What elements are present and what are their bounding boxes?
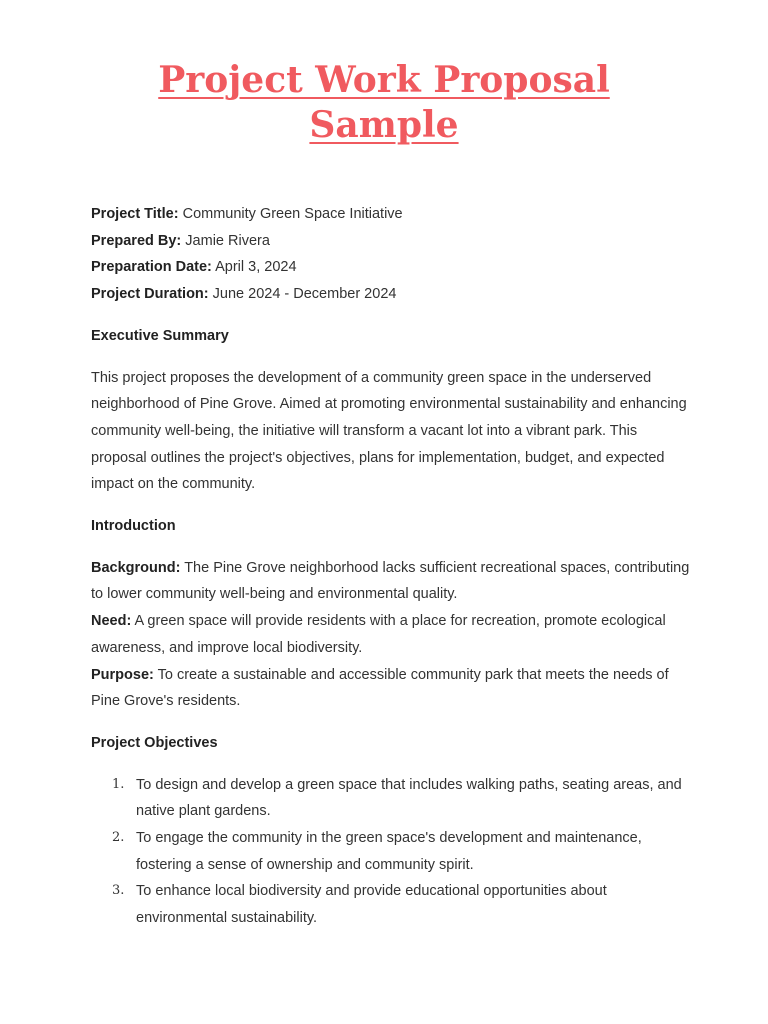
meta-value: Community Green Space Initiative: [182, 206, 403, 222]
meta-label: Prepared By:: [91, 232, 182, 249]
intro-text: To create a sustainable and accessible community park that meets the needs of Pine Grove's residents.: [91, 666, 669, 710]
intro-text: The Pine Grove neighborhood lacks sufficient recreational spaces, contributing to lower community well-being and environmental quality.: [91, 559, 690, 603]
list-item-text: To engage the community in the green space's development and maintenance, fostering a sense of ownership and community spirit.: [136, 830, 642, 873]
meta-value: April 3, 2024: [215, 259, 297, 276]
intro-label: Need:: [91, 613, 132, 630]
intro-text: A green space will provide residents with a place for recreation, promote ecological awareness, and improve local biodiversity.: [91, 613, 666, 656]
list-number: 2.: [112, 830, 125, 846]
document-body: [91, 201, 691, 932]
meta-label: Project Title:: [91, 206, 179, 222]
objectives-list: [91, 772, 691, 932]
meta-project-duration: [91, 281, 691, 308]
title-line-1: Project Work Proposal: [158, 59, 610, 101]
intro-label: Purpose:: [91, 666, 154, 683]
executive-summary-heading: Executive Summary: [91, 327, 229, 344]
intro-background: [91, 555, 691, 608]
intro-label: Background:: [91, 559, 181, 576]
list-item: [91, 878, 691, 931]
intro-purpose: [91, 662, 691, 715]
meta-value: June 2024 - December 2024: [212, 286, 397, 303]
intro-need: [91, 608, 691, 661]
objectives-heading: Project Objectives: [91, 734, 218, 751]
meta-prepared-by: [91, 228, 691, 255]
meta-label: Preparation Date:: [91, 259, 212, 276]
list-item-text: To design and develop a green space that includes walking paths, seating areas, and native plant gardens.: [136, 776, 682, 820]
meta-label: Project Duration:: [91, 286, 209, 303]
meta-preparation-date: [91, 254, 691, 281]
executive-summary-text: This project proposes the development of a community green space in the underserved neighborhood of Pine Grove. Aimed at promoting environmental sustainability and enhancing community well-being, the initiative will transform a vacant lot into a vibrant park. This proposal outlines the project's objectives, plans for implementation, budget, and expected impact on the community.: [91, 369, 687, 493]
list-item: [91, 772, 691, 825]
list-number: 1.: [112, 776, 125, 792]
list-number: 3.: [112, 883, 125, 899]
document-title: [0, 58, 768, 148]
list-item-text: To enhance local biodiversity and provide educational opportunities about environmental sustainability.: [136, 883, 607, 927]
meta-value: Jamie Rivera: [185, 232, 270, 249]
introduction-heading: Introduction: [91, 518, 176, 535]
title-line-2: Sample: [309, 104, 459, 146]
list-item: [91, 825, 691, 878]
meta-project-title: [91, 201, 691, 228]
project-meta: [91, 201, 691, 308]
introduction-section: [91, 555, 691, 715]
